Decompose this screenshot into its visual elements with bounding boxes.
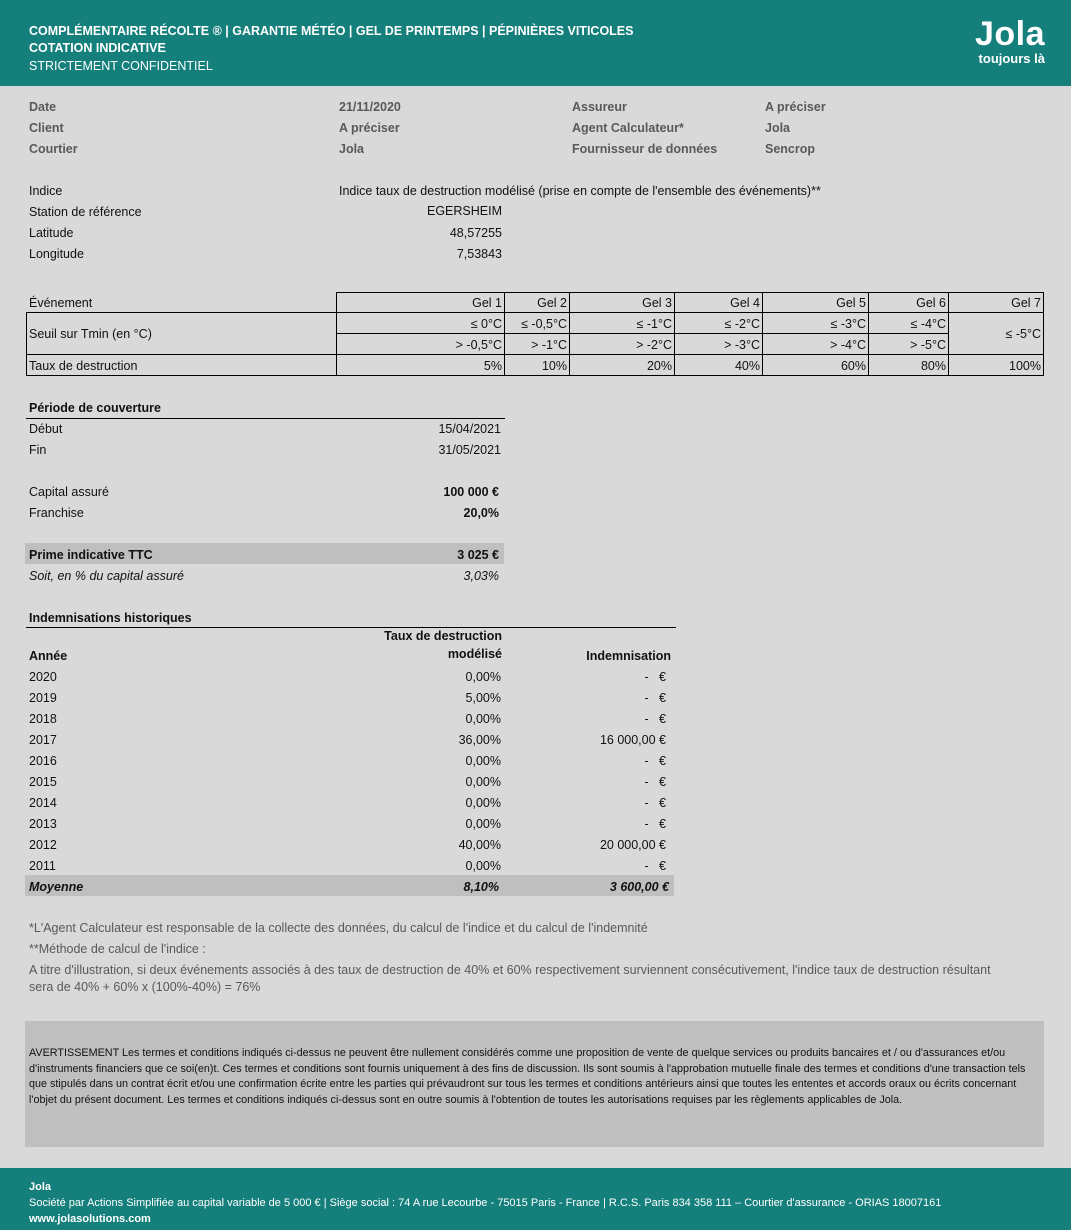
history-indemnisation: 16 000,00 €	[599, 733, 666, 747]
history-year: 2015	[29, 775, 57, 789]
col-taux-line1: Taux de destruction	[384, 629, 502, 643]
jola-logo	[975, 16, 1045, 66]
seuil-upper: ≤ -0,5°C	[521, 317, 567, 331]
fin-value: 31/05/2021	[438, 443, 501, 457]
history-taux: 0,00%	[465, 796, 501, 810]
events-vline	[868, 292, 869, 376]
page-header	[0, 0, 1071, 86]
events-border-mid	[336, 333, 948, 334]
events-vline	[948, 292, 949, 376]
seuil-lower: > -1°C	[531, 338, 567, 352]
history-indemnisation: - €	[644, 712, 666, 726]
disclaimer-box	[25, 1021, 1044, 1147]
courtier-value: Jola	[339, 142, 365, 156]
history-indemnisation: 20 000,00 €	[599, 838, 666, 852]
gel-header: Gel 1	[472, 296, 502, 310]
history-taux: 0,00%	[465, 712, 501, 726]
history-year: 2019	[29, 691, 57, 705]
events-vline	[674, 292, 675, 376]
coverage-title: Période de couverture	[29, 401, 161, 415]
agent-value: Jola	[765, 121, 791, 135]
taux-value: 60%	[840, 359, 866, 373]
events-vline	[762, 292, 763, 376]
footer-legal: Société par Actions Simplifiée au capital variable de 5 000 € | Siège social : 74 A rue Lecourbe - 75015 Paris - France | R.C.S. Paris 834 358 111 – Courtier d'assurance - ORIAS 18007161	[29, 1197, 942, 1209]
seuil-lower: > -4°C	[830, 338, 866, 352]
client-label: Client	[29, 121, 64, 135]
history-year: 2017	[29, 733, 57, 747]
assureur-value: A préciser	[765, 100, 826, 114]
seuil-upper: ≤ -5°C	[1005, 327, 1041, 341]
events-border-top	[336, 292, 1044, 293]
date-value: 21/11/2020	[339, 100, 401, 114]
taux-label: Taux de destruction	[29, 359, 138, 373]
history-taux: 0,00%	[465, 859, 501, 873]
page-footer	[0, 1168, 1071, 1230]
indice-label: Indice	[29, 184, 63, 198]
events-border-bottom	[26, 375, 1044, 376]
avg-indem: 3 600,00 €	[609, 880, 669, 894]
history-year: 2012	[29, 838, 57, 852]
events-vline	[569, 292, 570, 376]
note-illustration: A titre d'illustration, si deux événements associés à des taux de destruction de 40% et 60% respectivement surviennent consécutivement, l'indice taux de destruction résultant	[29, 963, 991, 977]
capital-value: 100 000 €	[443, 485, 499, 499]
gel-header: Gel 4	[730, 296, 760, 310]
assureur-label: Assureur	[572, 100, 627, 114]
agent-label: Agent Calculateur*	[572, 121, 684, 135]
history-year: 2011	[29, 859, 56, 873]
logo-name: Jola	[974, 15, 1045, 53]
history-taux: 0,00%	[465, 817, 501, 831]
col-year: Année	[29, 649, 68, 663]
footer-company: Jola	[29, 1181, 52, 1193]
confidentiality-notice: STRICTEMENT CONFIDENTIEL	[29, 59, 213, 73]
franchise-value: 20,0%	[463, 506, 499, 520]
note-agent: *L'Agent Calculateur est responsable de la collecte des données, du calcul de l'indice et du calcul de l'indemnité	[29, 921, 648, 935]
taux-value: 40%	[734, 359, 760, 373]
history-year: 2020	[29, 670, 57, 684]
seuil-lower: > -5°C	[910, 338, 946, 352]
history-indemnisation: - €	[644, 775, 666, 789]
history-year: 2013	[29, 817, 57, 831]
avg-taux: 8,10%	[463, 880, 499, 894]
pct-value: 3,03%	[463, 569, 499, 583]
history-year: 2016	[29, 754, 57, 768]
seuil-upper: ≤ -1°C	[636, 317, 672, 331]
station-value: EGERSHEIM	[426, 204, 502, 218]
franchise-label: Franchise	[29, 506, 84, 520]
gel-header: Gel 2	[537, 296, 567, 310]
events-vline	[26, 312, 27, 376]
seuil-upper: ≤ -3°C	[830, 317, 866, 331]
prime-value: 3 025 €	[457, 548, 499, 562]
document-title: COMPLÉMENTAIRE RÉCOLTE ® | GARANTIE MÉTÉO | GEL DE PRINTEMPS | PÉPINIÈRES VITICOLES	[29, 24, 634, 38]
history-year: 2014	[29, 796, 57, 810]
pct-label: Soit, en % du capital assuré	[29, 569, 184, 583]
seuil-lower: > -0,5°C	[455, 338, 502, 352]
history-indemnisation: - €	[644, 859, 666, 873]
indice-value: Indice taux de destruction modélisé (prise en compte de l'ensemble des événements)**	[339, 184, 821, 198]
history-taux: 0,00%	[465, 754, 501, 768]
history-year: 2018	[29, 712, 57, 726]
footer-website[interactable]: www.jolasolutions.com	[29, 1213, 151, 1225]
seuil-upper: ≤ 0°C	[470, 317, 502, 331]
history-taux: 40,00%	[458, 838, 501, 852]
taux-value: 80%	[920, 359, 946, 373]
history-indemnisation: - €	[644, 754, 666, 768]
courtier-label: Courtier	[29, 142, 78, 156]
avg-label: Moyenne	[29, 880, 84, 894]
seuil-upper: ≤ -2°C	[724, 317, 760, 331]
taux-value: 20%	[646, 359, 672, 373]
events-vline	[1043, 292, 1044, 376]
gel-header: Gel 7	[1011, 296, 1041, 310]
history-taux: 5,00%	[465, 691, 501, 705]
taux-value: 100%	[1009, 359, 1041, 373]
longitude-value: 7,53843	[456, 247, 502, 261]
latitude-label: Latitude	[29, 226, 74, 240]
col-taux-line2: modélisé	[447, 647, 502, 661]
note-method: **Méthode de calcul de l'indice :	[29, 942, 206, 956]
taux-value: 10%	[541, 359, 567, 373]
seuil-upper: ≤ -4°C	[910, 317, 946, 331]
disclaimer-text: AVERTISSEMENT Les termes et conditions indiqués ci-dessus ne peuvent être nullement considérés comme une proposition de vente de quelque services ou produits bancaires et / ou d'assurances et/ou d'instruments financiers que ce soi(en)t. Ces termes et conditions sont fournis uniquement à des fins de discussion. Ils sont soumis à l'approbation mutuelle finale des termes et conditions d'une transaction tels que stipulés dans un contrat écrit et/ou une confirmation écrite entre les parties qui prévaudront sur tous les termes et conditions antérieurs ainsi que toutes les ententes et accords oraux ou écrits concernant l'objet du présent document. Les termes et conditions indiqués ci-dessus sont en outre soumis à l'obtention de toutes les autorisations requises par les règlements applicables de Jola.	[29, 1047, 1026, 1106]
fournisseur-value: Sencrop	[765, 142, 816, 156]
history-title: Indemnisations historiques	[29, 611, 192, 625]
events-border-seuil	[26, 354, 1044, 355]
events-border-header	[26, 312, 1044, 313]
debut-label: Début	[29, 422, 63, 436]
history-indemnisation: - €	[644, 817, 666, 831]
seuil-label: Seuil sur Tmin (en °C)	[29, 327, 152, 341]
events-table	[26, 292, 1044, 376]
gel-header: Gel 6	[916, 296, 946, 310]
history-indemnisation: - €	[644, 670, 666, 684]
document-subtitle: COTATION INDICATIVE	[29, 41, 166, 55]
gel-header: Gel 3	[642, 296, 672, 310]
fin-label: Fin	[29, 443, 47, 457]
seuil-lower: > -3°C	[724, 338, 760, 352]
debut-value: 15/04/2021	[438, 422, 501, 436]
capital-label: Capital assuré	[29, 485, 109, 499]
events-vline	[504, 292, 505, 376]
gel-header: Gel 5	[836, 296, 866, 310]
note-formula: sera de 40% + 60% x (100%-40%) = 76%	[29, 980, 261, 994]
history-taux: 0,00%	[465, 670, 501, 684]
fournisseur-label: Fournisseur de données	[572, 142, 718, 156]
event-label: Événement	[29, 296, 93, 310]
seuil-lower: > -2°C	[636, 338, 672, 352]
station-label: Station de référence	[29, 205, 142, 219]
history-indemnisation: - €	[644, 691, 666, 705]
longitude-label: Longitude	[29, 247, 84, 261]
logo-tagline: toujours là	[978, 51, 1045, 66]
taux-value: 5%	[483, 359, 502, 373]
history-indemnisation: - €	[644, 796, 666, 810]
coverage-divider	[26, 418, 505, 419]
date-label: Date	[29, 100, 57, 114]
prime-label: Prime indicative TTC	[29, 548, 153, 562]
client-value: A préciser	[339, 121, 400, 135]
events-vline	[336, 292, 337, 376]
latitude-value: 48,57255	[449, 226, 502, 240]
history-taux: 36,00%	[458, 733, 501, 747]
history-taux: 0,00%	[465, 775, 501, 789]
col-indem: Indemnisation	[586, 649, 671, 663]
